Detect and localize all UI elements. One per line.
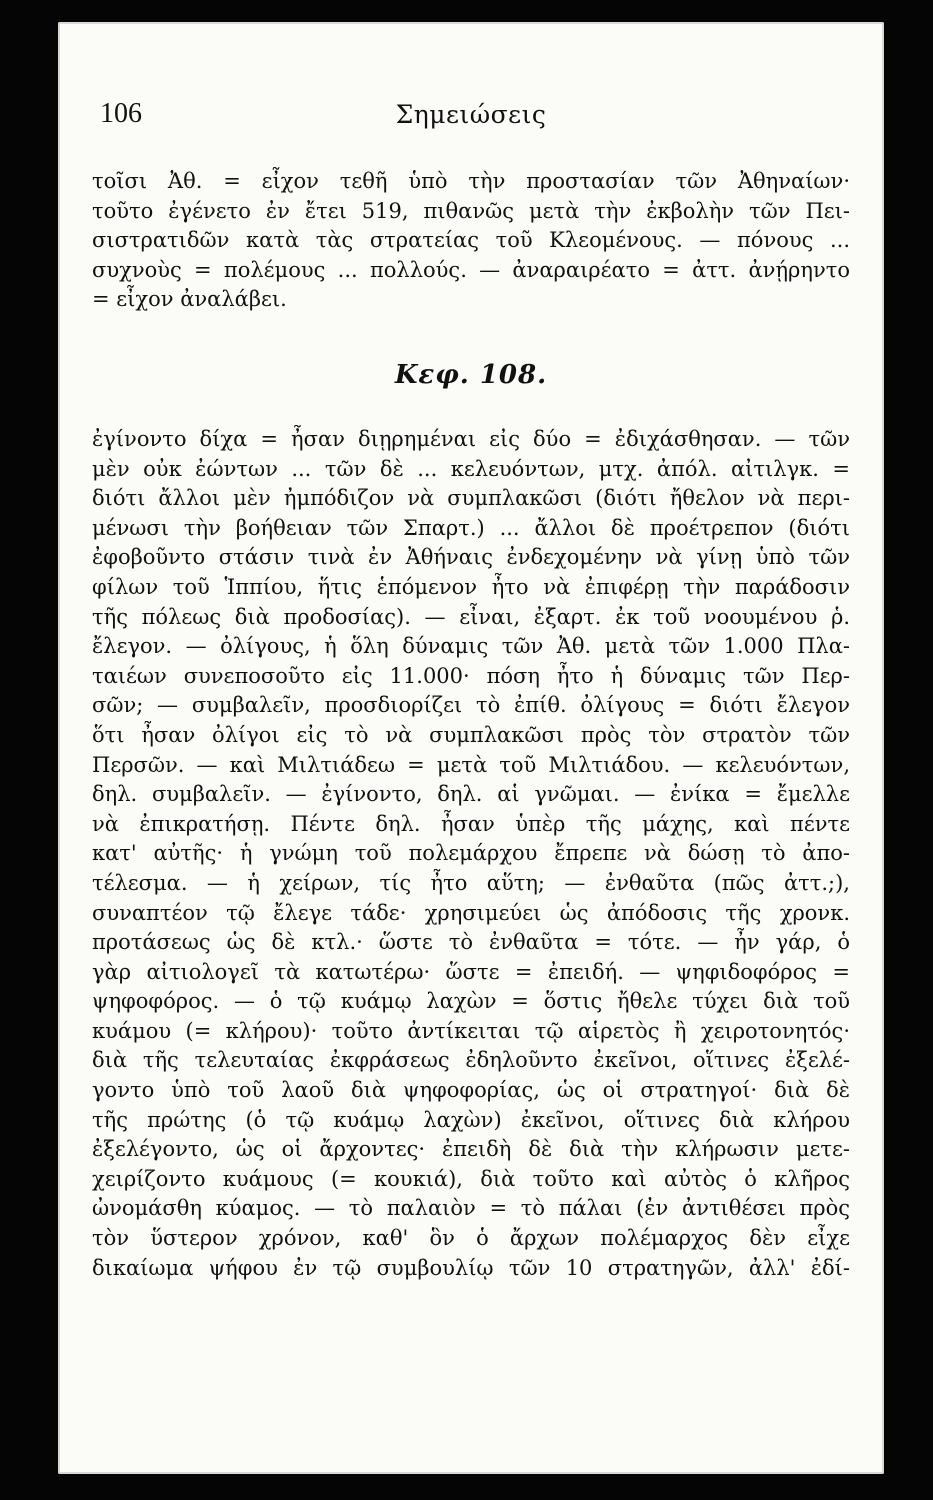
text-line: τοῦτο ἐγένετο ἐν ἔτει 519, πιθανῶς μετὰ τὴν ἐκβολὴν τῶν Πει- (92, 198, 850, 223)
paragraph-notes-107 (92, 167, 850, 315)
text-line: ὠνομάσθη κύαμος. — τὸ παλαιὸν = τὸ πάλαι (ἐν ἀντιθέσει πρὸς (92, 1196, 850, 1221)
text-line: μὲν οὐκ ἐώντων ... τῶν δὲ ... κελευόντων, μτχ. ἀπόλ. αἰτιλγκ. = (92, 456, 850, 481)
text-line: δικαίωμα ψήφου ἐν τῷ συμβουλίῳ τῶν 10 στρατηγῶν, ἀλλ' ἐδί- (92, 1255, 850, 1280)
text-line: Περσῶν. — καὶ Μιλτιάδεω = μετὰ τοῦ Μιλτιάδου. — κελευόντων, (92, 752, 850, 777)
text-line: φίλων τοῦ Ἱππίου, ἥτις ἑπόμενον ἦτο νὰ ἐπιφέρῃ τὴν παράδοσιν (92, 574, 850, 599)
text-line: γὰρ αἰτιολογεῖ τὰ κατωτέρω· ὥστε = ἐπειδή. — ψηφιδοφόρος = (92, 959, 850, 984)
text-line: προτάσεως ὡς δὲ κτλ.· ὥστε τὸ ἐνθαῦτα = τότε. — ἦν γάρ, ὁ (92, 930, 850, 955)
page-number: 106 (100, 98, 142, 129)
text-line: τὸν ὕστερον χρόνον, καθ' ὃν ὁ ἄρχων πολέμαρχος δὲν εἶχε (92, 1226, 850, 1251)
chapter-heading: Κεφ. 108. (394, 360, 548, 390)
text-line: ψηφοφόρος. — ὁ τῷ κυάμῳ λαχὼν = ὅστις ἤθελε τύχει διὰ τοῦ (92, 989, 850, 1014)
text-line: διότι ἄλλοι μὲν ἠμπόδιζον νὰ συμπλακῶσι (διότι ἤθελον νὰ περι- (92, 486, 850, 511)
text-line: ἔλεγον. — ὀλίγους, ἡ ὅλη δύναμις τῶν Ἀθ. μετὰ τῶν 1.000 Πλα- (92, 634, 850, 659)
text-line: χειρίζοντο κυάμους (= κουκιά), διὰ τοῦτο καὶ αὐτὸς ὁ κλῆρος (92, 1166, 850, 1191)
text-line: τοῖσι Ἀθ. = εἶχον τεθῆ ὑπὸ τὴν προστασίαν τῶν Ἀθηναίων· (92, 169, 850, 193)
text-line: ἐξελέγοντο, ὡς οἱ ἄρχοντες· ἐπειδὴ δὲ διὰ τὴν κλήρωσιν μετε- (92, 1137, 850, 1162)
text-line: κυάμου (= κλήρου)· τοῦτο ἀντίκειται τῷ αἱρετὸς ἢ χειροτονητός· (92, 1018, 850, 1043)
text-line: = εἶχον ἀναλάβει. (92, 287, 287, 312)
text-line: τῆς πόλεως διὰ προδοσίας). — εἶναι, ἐξαρτ. ἐκ τοῦ νοουμένου ῥ. (92, 604, 850, 629)
text-line: διὰ τῆς τελευταίας ἐκφράσεως ἐδηλοῦντο ἐκεῖνοι, οἵτινες ἐξελέ- (92, 1048, 850, 1073)
text-line: νὰ ἐπικρατήσῃ. Πέντε δηλ. ἦσαν ὑπὲρ τῆς μάχης, καὶ πέντε (92, 811, 850, 836)
text-line: σιστρατιδῶν κατὰ τὰς στρατείας τοῦ Κλεομένους. — πόνους ... (92, 228, 850, 253)
text-line: ταιέων συνεποσοῦτο εἰς 11.000· πόση ἦτο ἡ δύναμις τῶν Περ- (92, 663, 850, 688)
text-line: ἐγίνοντο δίχα = ἦσαν διῃρημέναι εἰς δύο = ἐδιχάσθησαν. — τῶν (92, 427, 850, 451)
text-line: σῶν; — συμβαλεῖν, προσδιορίζει τὸ ἐπίθ. ὀλίγους = διότι ἔλεγον (92, 693, 850, 718)
paragraph-notes-108 (92, 425, 850, 1283)
text-line: δηλ. συμβαλεῖν. — ἐγίνοντο, δηλ. αἱ γνῶμαι. — ἐνίκα = ἔμελλε (92, 782, 850, 807)
text-line: συναπτέον τῷ ἔλεγε τάδε· χρησιμεύει ὡς ἀπόδοσις τῆς χρονκ. (92, 900, 850, 925)
text-line: γοντο ὑπὸ τοῦ λαοῦ διὰ ψηφοφορίας, ὡς οἱ στρατηγοί· διὰ δὲ (92, 1078, 850, 1103)
text-line: συχνοὺς = πολέμους ... πολλούς. — ἀναραιρέατο = ἀττ. ἀνῄρηντο (92, 257, 850, 282)
text-line: ὅτι ἦσαν ὀλίγοι εἰς τὸ νὰ συμπλακῶσι πρὸς τὸν στρατὸν τῶν (92, 722, 850, 747)
text-line: κατ' αὐτῆς· ἡ γνώμη τοῦ πολεμάρχου ἔπρεπε νὰ δώσῃ τὸ ἀπο- (92, 841, 850, 866)
text-line: τῆς πρώτης (ὁ τῷ κυάμῳ λαχὼν) ἐκεῖνοι, οἵτινες διὰ κλήρου (92, 1107, 850, 1132)
book-page (58, 22, 884, 1474)
text-line: τέλεσμα. — ἡ χείρων, τίς ἦτο αὕτη; — ἐνθαῦτα (πῶς ἀττ.;), (92, 870, 850, 895)
text-line: ἐφοβοῦντο στάσιν τινὰ ἐν Ἀθήναις ἐνδεχομένην νὰ γίνῃ ὑπὸ τῶν (92, 545, 850, 570)
text-line: μένωσι τὴν βοήθειαν τῶν Σπαρτ.) ... ἄλλοι δὲ προέτρεπον (διότι (92, 515, 850, 540)
running-header: Σημειώσεις (395, 100, 547, 129)
